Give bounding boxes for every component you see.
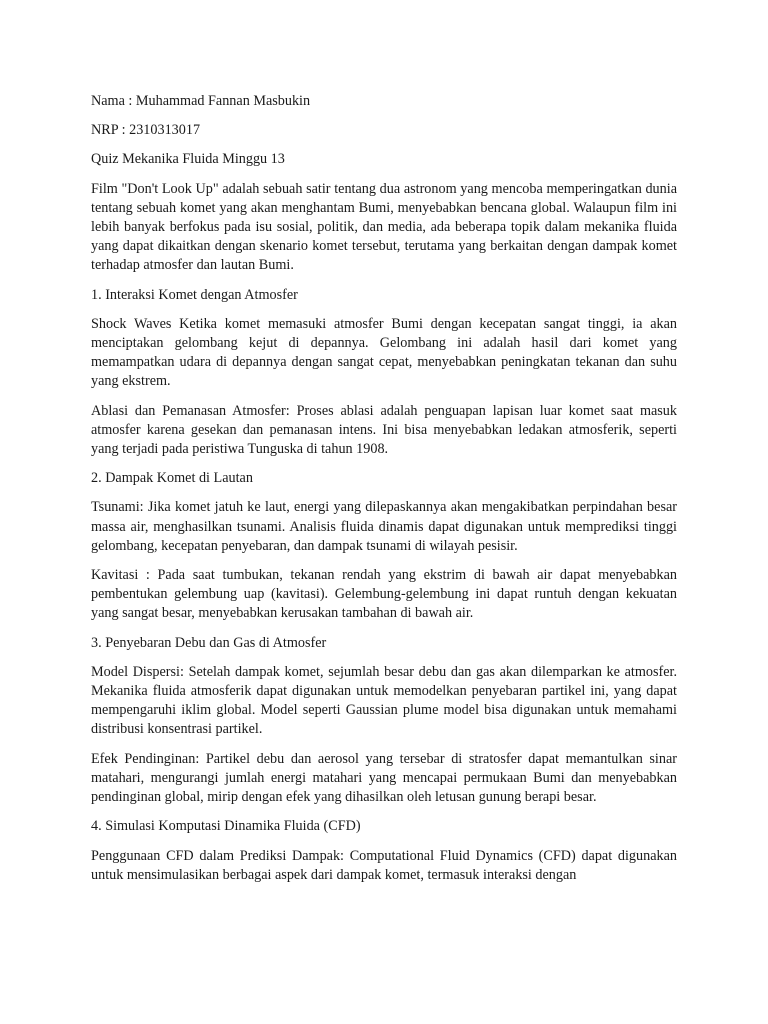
- student-nrp: NRP : 2310313017: [91, 122, 201, 139]
- paragraph: Penggunaan CFD dalam Prediksi Dampak: Computational Fluid Dynamics (CFD) dapat digunakan untuk mensimulasikan berbagai aspek dari dampak komet, termasuk interaksi dengan: [91, 847, 677, 883]
- paragraph: Model Dispersi: Setelah dampak komet, sejumlah besar debu dan gas akan dilemparkan ke atmosfer. Mekanika fluida atmosferik dapat digunakan untuk memodelkan penyebaran partikel ini, yang dapat mempengaruhi iklim global. Model seperti Gaussian plume model bisa digunakan untuk memahami distribusi konsentrasi partikel.: [91, 663, 677, 738]
- quiz-title: Quiz Mekanika Fluida Minggu 13: [91, 151, 285, 168]
- paragraph: Shock Waves Ketika komet memasuki atmosfer Bumi dengan kecepatan sangat tinggi, ia akan menciptakan gelombang kejut di depannya. Gelombang ini adalah hasil dari komet yang memampatkan udara di depannya dengan sangat cepat, menyebabkan peningkatan tekanan dan suhu yang ekstrem.: [91, 315, 677, 390]
- paragraph: Ablasi dan Pemanasan Atmosfer: Proses ablasi adalah penguapan lapisan luar komet saat masuk atmosfer karena gesekan dan pemanasan intens. Ini bisa menyebabkan ledakan atmosferik, seperti yang terjadi pada peristiwa Tunguska di tahun 1908.: [91, 402, 677, 458]
- paragraph: Tsunami: Jika komet jatuh ke laut, energi yang dilepaskannya akan mengakibatkan perpindahan besar massa air, menghasilkan tsunami. Analisis fluida dinamis dapat digunakan untuk memprediksi tinggi gelombang, kecepatan penyebaran, dan dampak tsunami di wilayah pesisir.: [91, 499, 677, 554]
- section-heading: 2. Dampak Komet di Lautan: [91, 470, 253, 487]
- paragraph: Kavitasi : Pada saat tumbukan, tekanan rendah yang ekstrim di bawah air dapat menyebabkan pembentukan gelembung uap (kavitasi). Gelembung-gelembung ini dapat runtuh dengan kekuatan yang sangat besar, menyebabkan kerusakan tambahan di bawah air.: [91, 567, 677, 622]
- section-heading: 3. Penyebaran Debu dan Gas di Atmosfer: [91, 634, 327, 651]
- student-name: Nama : Muhammad Fannan Masbukin: [91, 93, 311, 109]
- section-heading: 1. Interaksi Komet dengan Atmosfer: [91, 286, 298, 303]
- document-body: [91, 92, 677, 895]
- paragraph: Efek Pendinginan: Partikel debu dan aerosol yang tersebar di stratosfer dapat memantulkan sinar matahari, mengurangi jumlah energi matahari yang mencapai permukaan Bumi dan menyebabkan pendinginan global, mirip dengan efek yang dihasilkan oleh letusan gunung berapi besar.: [91, 750, 677, 806]
- section-heading: 4. Simulasi Komputasi Dinamika Fluida (CFD): [91, 818, 361, 835]
- intro-paragraph: Film "Don't Look Up" adalah sebuah satir tentang dua astronom yang mencoba memperingatkan dunia tentang sebuah komet yang akan menghantam Bumi, menyebabkan bencana global. Walaupun film ini lebih banyak berfokus pada isu sosial, politik, dan media, ada beberapa topik dalam mekanika fluida yang dapat dikaitkan dengan skenario komet tersebut, terutama yang berkaitan dengan dampak komet terhadap atmosfer dan lautan Bumi.: [91, 180, 677, 274]
